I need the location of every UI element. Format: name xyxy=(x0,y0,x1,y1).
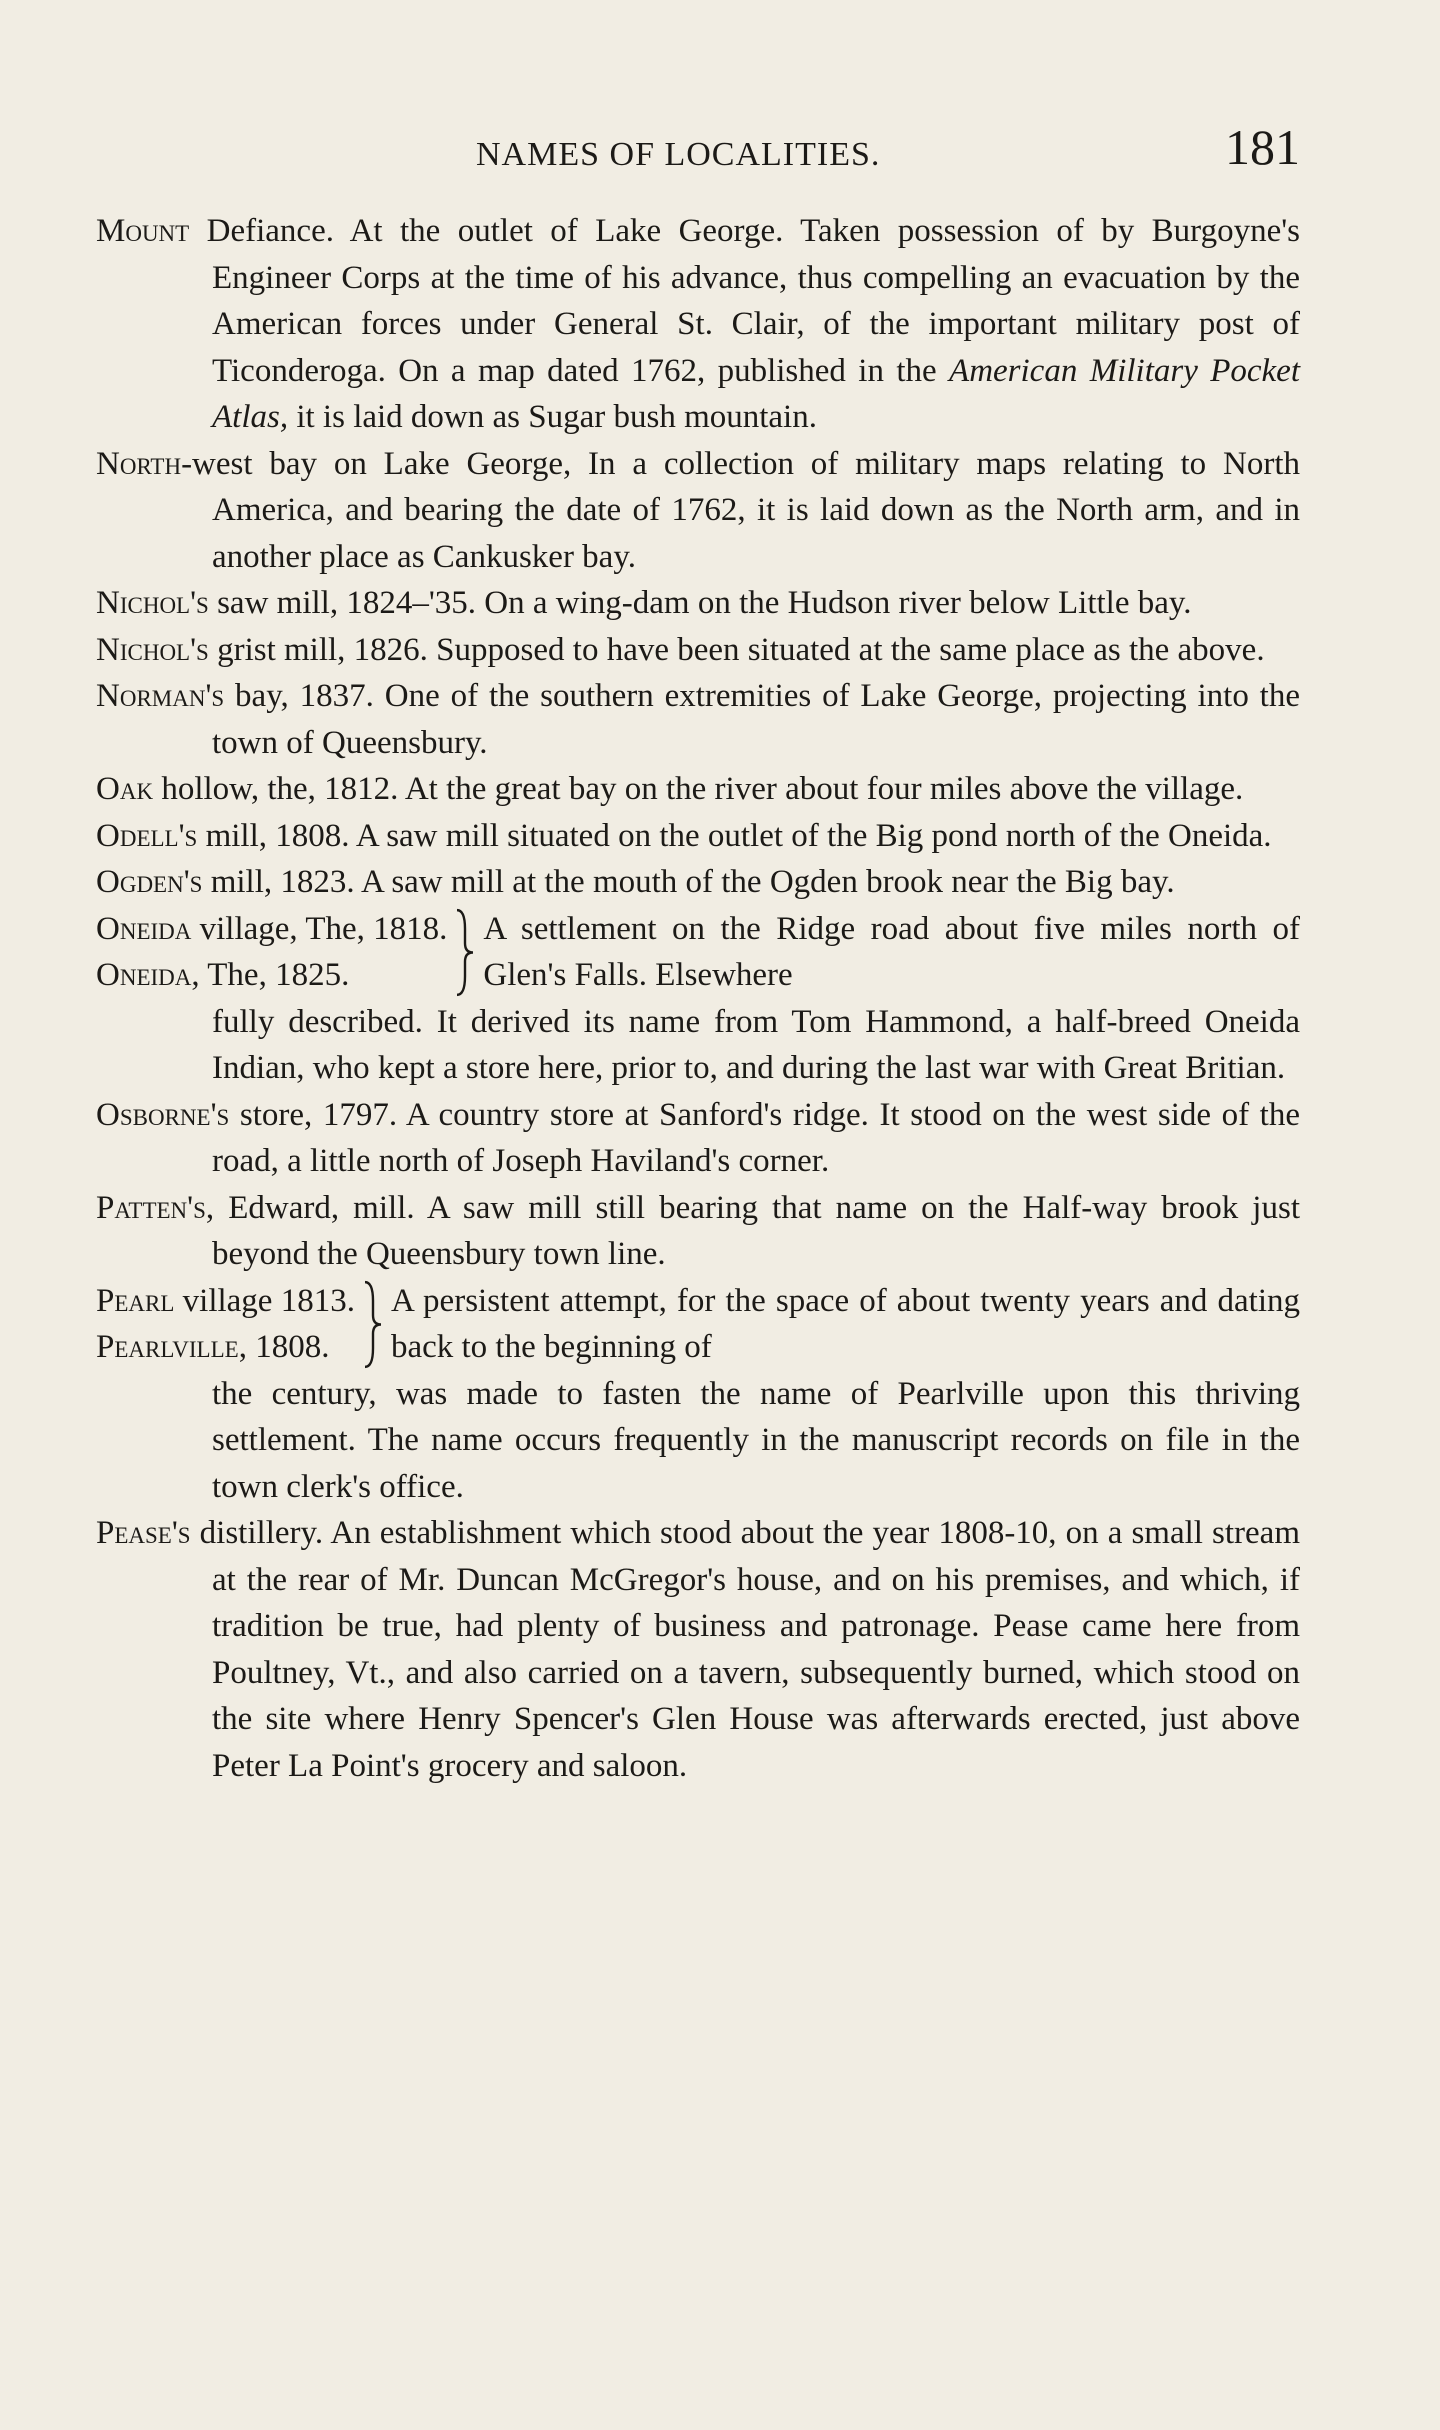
entry-text: village, The, 1818. xyxy=(191,910,448,947)
entry-text: mill, 1808. A saw mill situated on the outlet of the Big pond north of the Oneida. xyxy=(197,817,1272,854)
oneida-continuation: fully described. It derived its name from Tom Hammond, a half-breed Oneida Indian, who kept a store here, prior to, and during the last war with Great Britian. xyxy=(212,1003,1300,1086)
entry-text: saw mill, 1824–'35. On a wing-dam on the Hudson river below Little bay. xyxy=(208,585,1192,621)
headword: Oneida xyxy=(96,957,192,993)
headword: Pearl xyxy=(96,1282,175,1319)
atlas-title: American Military Pocket Atlas, xyxy=(212,352,1300,435)
entry-odells-mill xyxy=(96,813,1300,860)
entry-nichols-grist-mill xyxy=(96,627,1300,674)
entry-text: grist mill, 1826. Supposed to have been situated at the same place as the above. xyxy=(208,631,1265,668)
entry-ogdens-mill xyxy=(96,859,1300,906)
entry-oneida xyxy=(96,906,1300,999)
entry-text: village 1813. xyxy=(174,1282,355,1319)
entry-text: A settlement on the Ridge road about five miles north of Glen's Falls. Elsewhere xyxy=(483,910,1300,993)
entry-oak-hollow xyxy=(96,766,1300,813)
entry-text: -west bay on Lake George, In a collection of military maps relating to North America, and bearing the date of 1762, it is laid down as the North arm, and in another place as Cankusker bay. xyxy=(181,445,1300,575)
entry-text: bay, 1837. One of the southern extremities of Lake George, projecting into the town of Queensbury. xyxy=(212,678,1300,761)
headword: Ogden's xyxy=(96,864,203,900)
entry-peases-distillery xyxy=(96,1510,1300,1789)
page-number: 181 xyxy=(1225,119,1300,175)
entry-text: Defiance. At the outlet of Lake George. Taken possession of by Burgoyne's Engineer Corps at the time of his advance, thus compelling an evacuation by the American forces under General St. Clair, of the important military post of Ticonderoga. On a map dated 1762, published in the xyxy=(189,213,1300,389)
oneida-names xyxy=(96,906,447,999)
entry-text: , 1808. xyxy=(238,1329,330,1365)
entry-text: hollow, the, 1812. At the great bay on the river about four miles above the village. xyxy=(153,771,1244,807)
pearl-names xyxy=(96,1278,355,1371)
headword: Nichol's xyxy=(96,631,209,668)
headword: Patten's xyxy=(96,1189,206,1226)
entry-text: store, 1797. A country store at Sanford's ridge. It stood on the west side of the road, a little north of Joseph Haviland's corner. xyxy=(212,1096,1300,1179)
entry-normans-bay xyxy=(96,673,1300,766)
entry-text: it is laid down as Sugar bush mountain. xyxy=(288,399,817,435)
headword: Pearlville xyxy=(96,1329,239,1365)
headword: Osborne's xyxy=(96,1096,230,1133)
entry-text: distillery. An establishment which stood about the year 1808-10, on a small stream at the rear of Mr. Duncan McGregor's house, and on his premises, and which, if tradition be true, had plenty of business and patronage. Pease came here from Poultney, Vt., and also carried on a tavern, subsequently burned, which stood on the site where Henry Spencer's Glen House was afterwards erected, just above Peter La Point's grocery and saloon. xyxy=(190,1515,1300,1784)
pearl-continuation: the century, was made to fasten the name of Pearlville upon this thriving settlement. The name occurs frequently in the manuscript records on file in the town clerk's office. xyxy=(212,1375,1300,1505)
headword: Oak xyxy=(96,771,154,807)
headword: Mount xyxy=(96,213,190,249)
headword: Nichol's xyxy=(96,585,209,621)
entry-osbornes-store xyxy=(96,1092,1300,1185)
headword: Odell's xyxy=(96,817,198,854)
entry-nichols-saw-mill xyxy=(96,580,1300,627)
entry-text: , Edward, mill. A saw mill still bearing that name on the Half-way brook just beyond the Queensbury town line. xyxy=(205,1189,1300,1272)
entry-text: A persistent attempt, for the space of about twenty years and dating back to the beginning of xyxy=(390,1282,1300,1365)
brace-icon xyxy=(447,906,483,999)
entry-text: , The, 1825. xyxy=(191,957,350,993)
entry-mount-defiance xyxy=(96,208,1300,441)
gazetteer-entries xyxy=(96,208,1300,1789)
headword: North xyxy=(96,445,182,482)
headword: Pease's xyxy=(96,1515,191,1551)
entry-pearl xyxy=(96,1278,1300,1371)
running-title: NAMES OF LOCALITIES. xyxy=(476,136,881,173)
headword: Oneida xyxy=(96,910,192,947)
entry-pattens-mill xyxy=(96,1185,1300,1278)
entry-text: mill, 1823. A saw mill at the mouth of the Ogden brook near the Big bay. xyxy=(202,864,1175,900)
running-head xyxy=(96,110,1300,190)
headword: Norman's xyxy=(96,678,225,714)
brace-icon xyxy=(355,1278,391,1371)
entry-north-west-bay xyxy=(96,441,1300,581)
